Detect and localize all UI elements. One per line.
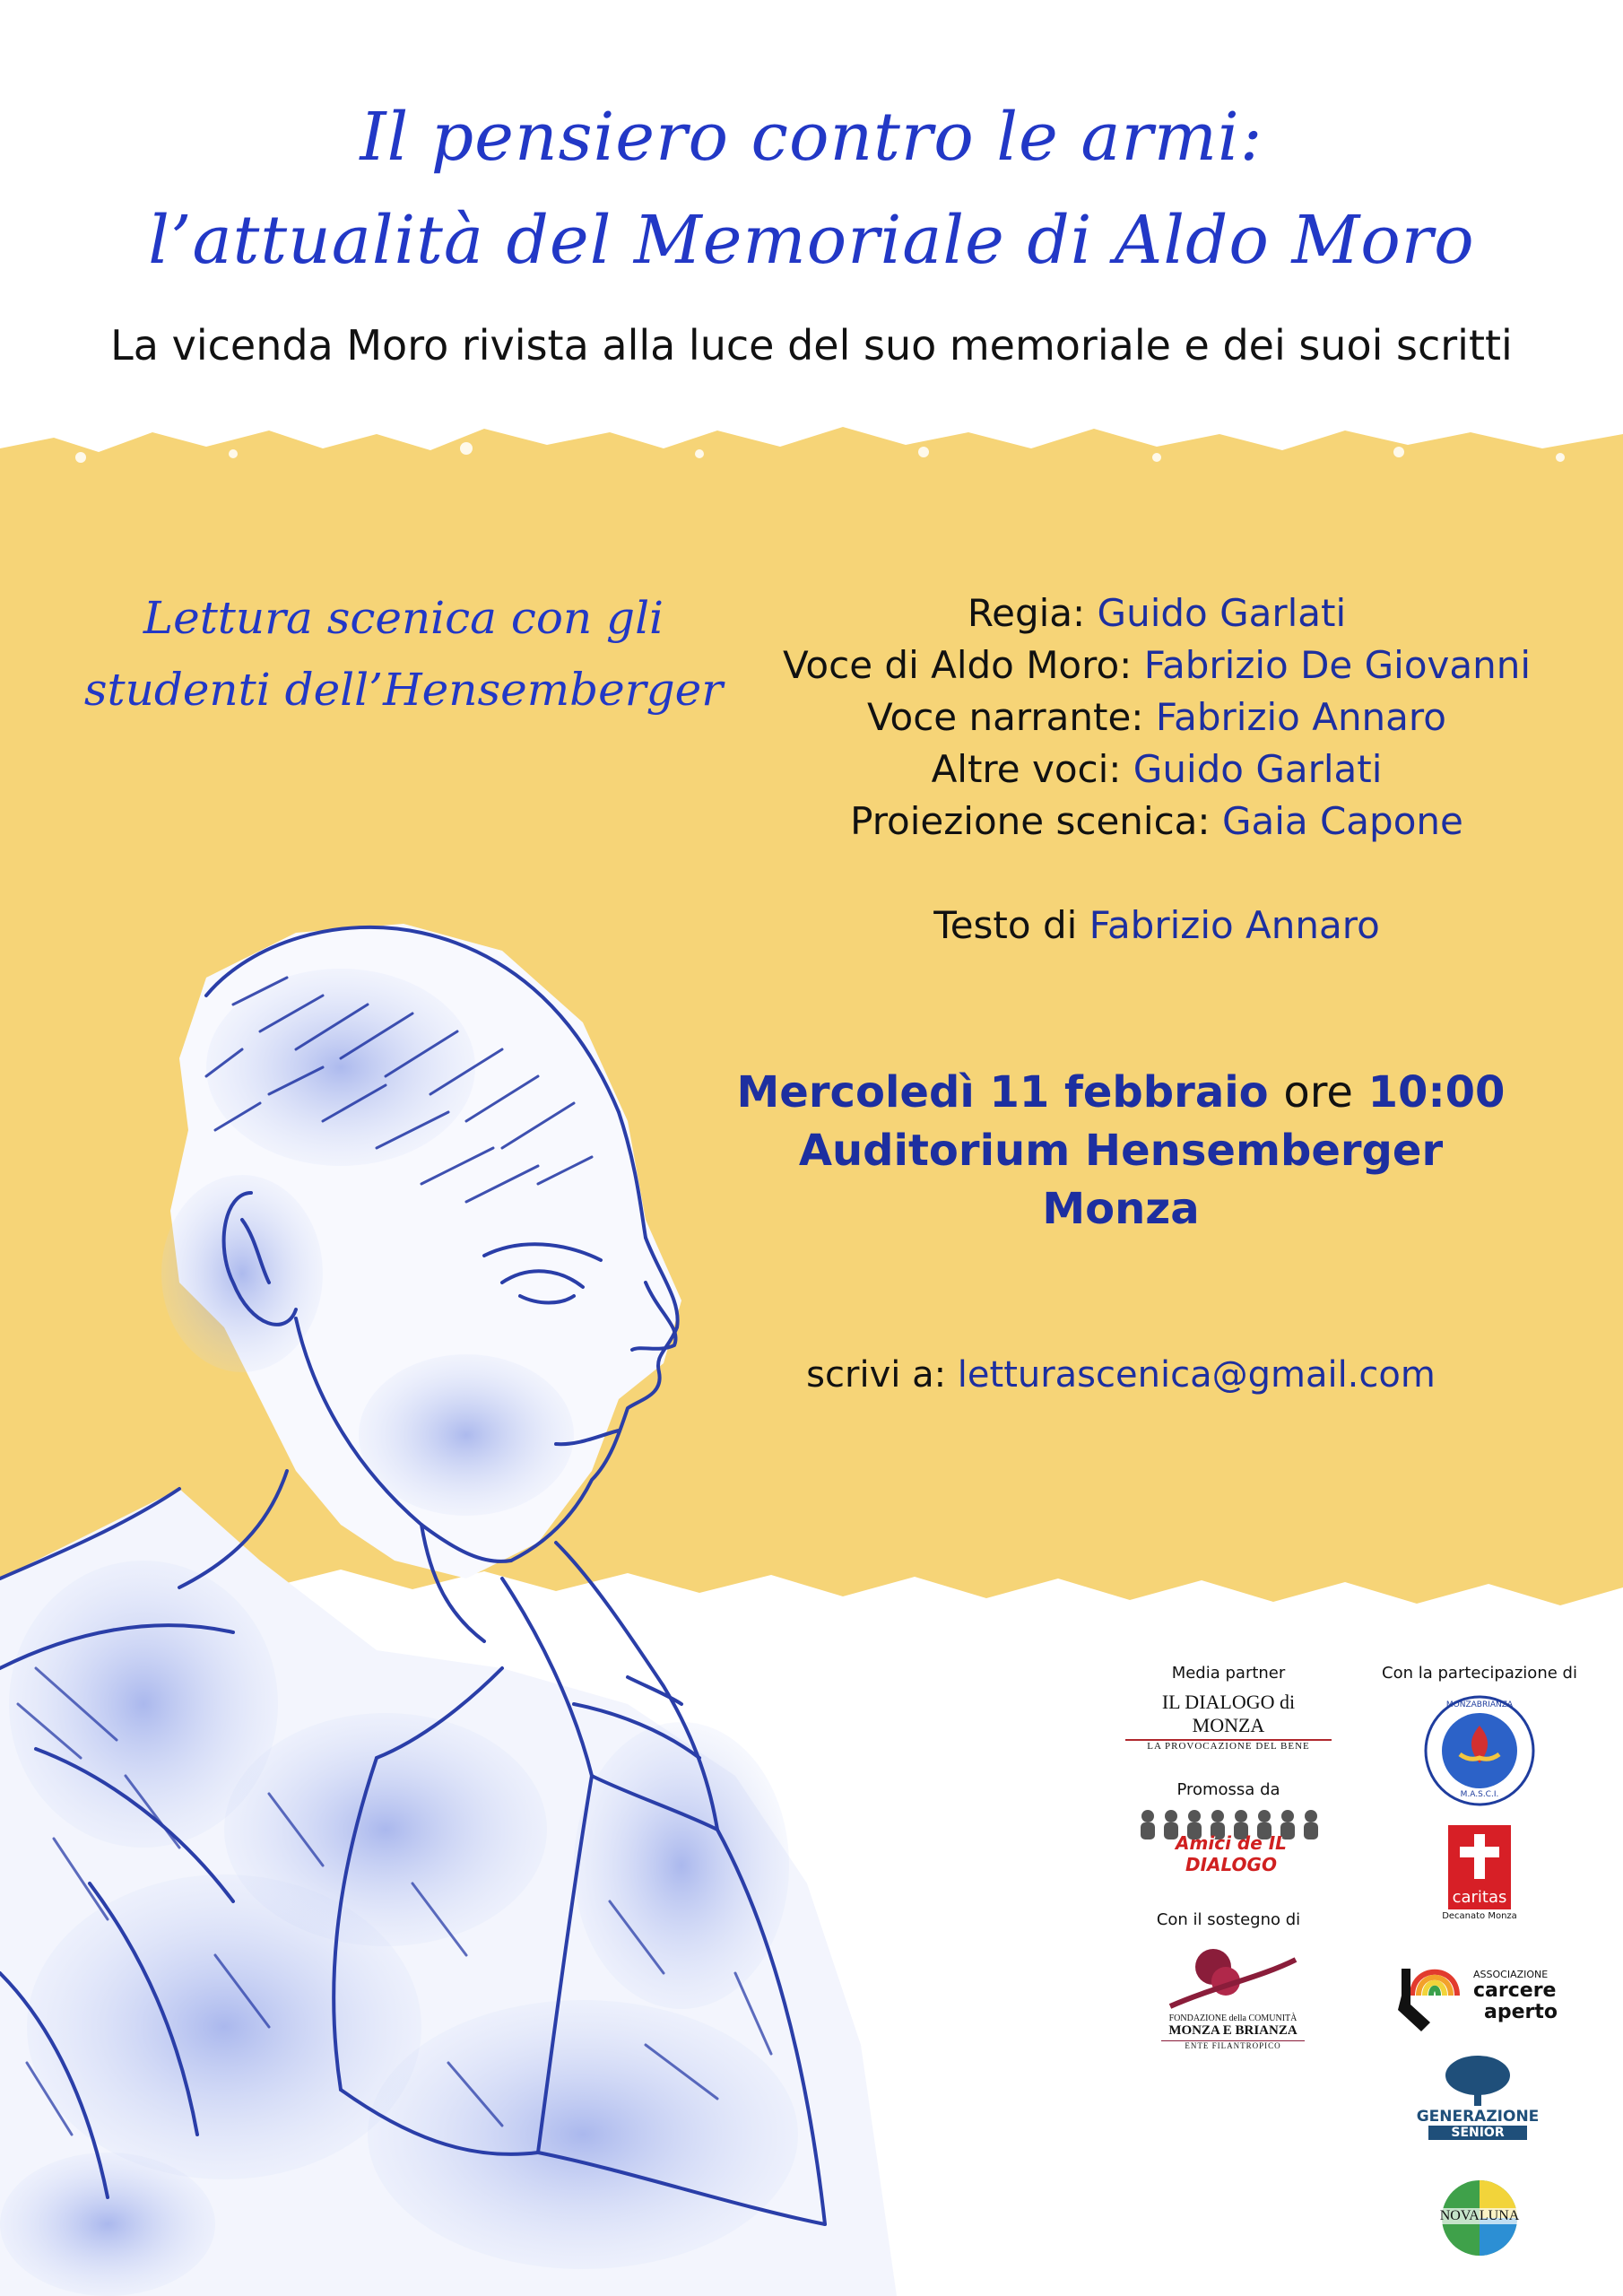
media-partner-label: Media partner — [1171, 1664, 1286, 1683]
fondazione-line-3: ENTE FILANTROPICO — [1161, 2040, 1305, 2050]
event-day: Mercoledì 11 febbraio — [736, 1067, 1269, 1118]
generazione-senior-logo — [1415, 2054, 1541, 2140]
carcere-aperto-logo — [1394, 1942, 1565, 2040]
credit-name: Guido Garlati — [1097, 591, 1347, 635]
title-line-2: l’attualità del Memoriale di Aldo Moro — [148, 202, 1475, 279]
credit-row — [753, 639, 1560, 691]
carcere-line-2: carcere — [1473, 1979, 1557, 2002]
fondazione-circles-icon — [1161, 1942, 1305, 2013]
event-ore: ore — [1283, 1067, 1353, 1118]
contact-label: scrivi a: — [806, 1354, 947, 1396]
tagline-line-2: studenti dell’Hensemberger — [83, 664, 724, 716]
promoted-by-label: Promossa da — [1176, 1780, 1280, 1799]
credit-row — [753, 587, 1560, 639]
event-time: 10:00 — [1367, 1067, 1506, 1118]
novaluna-logo — [1412, 2178, 1547, 2258]
text-credit-name: Fabrizio Annaro — [1089, 903, 1380, 947]
rainbow-hand-icon — [1394, 1942, 1475, 2040]
tree-icon — [1442, 2054, 1514, 2108]
participation-label: Con la partecipazione di — [1382, 1664, 1577, 1683]
fondazione-line-1: FONDAZIONE della COMUNITÀ — [1168, 2013, 1298, 2023]
fondazione-line-2: MONZA E BRIANZA — [1168, 2023, 1298, 2038]
novaluna-name: NOVALUNA — [1412, 2208, 1547, 2224]
masci-top-text: MONZABRIANZA — [1445, 1700, 1514, 1709]
contact-email[interactable]: letturascenica@gmail.com — [957, 1354, 1436, 1396]
caritas-logo — [1435, 1825, 1524, 1921]
il-dialogo-logo — [1125, 1691, 1332, 1752]
carcere-line-3: aperto — [1484, 2001, 1558, 2023]
il-dialogo-name: IL DIALOGO di MONZA — [1125, 1691, 1332, 1741]
caritas-cross-icon — [1448, 1825, 1511, 1888]
tagline-line-1: Lettura scenica con gli — [143, 592, 664, 644]
text-credit-role: Testo di — [933, 903, 1078, 947]
credit-role: Regia: — [967, 591, 1086, 635]
caritas-sub: Decanato Monza — [1442, 1911, 1517, 1921]
fondazione-logo — [1161, 1942, 1305, 2050]
credit-role: Altre voci: — [931, 747, 1122, 791]
credit-role: Proiezione scenica: — [850, 799, 1211, 843]
amici-dialogo-name: Amici de IL DIALOGO — [1176, 1832, 1287, 1875]
credit-role: Voce narrante: — [867, 695, 1144, 739]
masci-logo — [1424, 1695, 1535, 1806]
title-line-1: Il pensiero contro le armi: — [360, 99, 1263, 176]
carcere-line-1: ASSOCIAZIONE — [1473, 1969, 1549, 1980]
credit-name: Fabrizio De Giovanni — [1143, 643, 1532, 687]
senior-line-1: GENERAZIONE — [1416, 2108, 1540, 2126]
il-dialogo-tagline: LA PROVOCAZIONE DEL BENE — [1147, 1741, 1310, 1752]
credit-role: Voce di Aldo Moro: — [782, 643, 1133, 687]
event-city: Monza — [1042, 1184, 1200, 1234]
senior-line-2: SENIOR — [1428, 2126, 1527, 2140]
amici-dialogo-logo — [1137, 1807, 1325, 1875]
credit-row — [753, 796, 1560, 848]
credit-row — [753, 744, 1560, 796]
subtitle: La vicenda Moro rivista alla luce del suo memoriale e dei suoi scritti — [110, 321, 1513, 370]
credit-name: Gaia Capone — [1221, 799, 1463, 843]
support-label: Con il sostegno di — [1156, 1910, 1301, 1929]
aldo-moro-sketch — [0, 897, 897, 2296]
credit-row — [753, 691, 1560, 744]
caritas-name: caritas — [1448, 1888, 1511, 1909]
credit-name: Fabrizio Annaro — [1155, 695, 1446, 739]
credit-name: Guido Garlati — [1133, 747, 1383, 791]
event-venue: Auditorium Hensemberger — [798, 1126, 1444, 1176]
masci-bottom-text: M.A.S.C.I. — [1460, 1790, 1499, 1799]
